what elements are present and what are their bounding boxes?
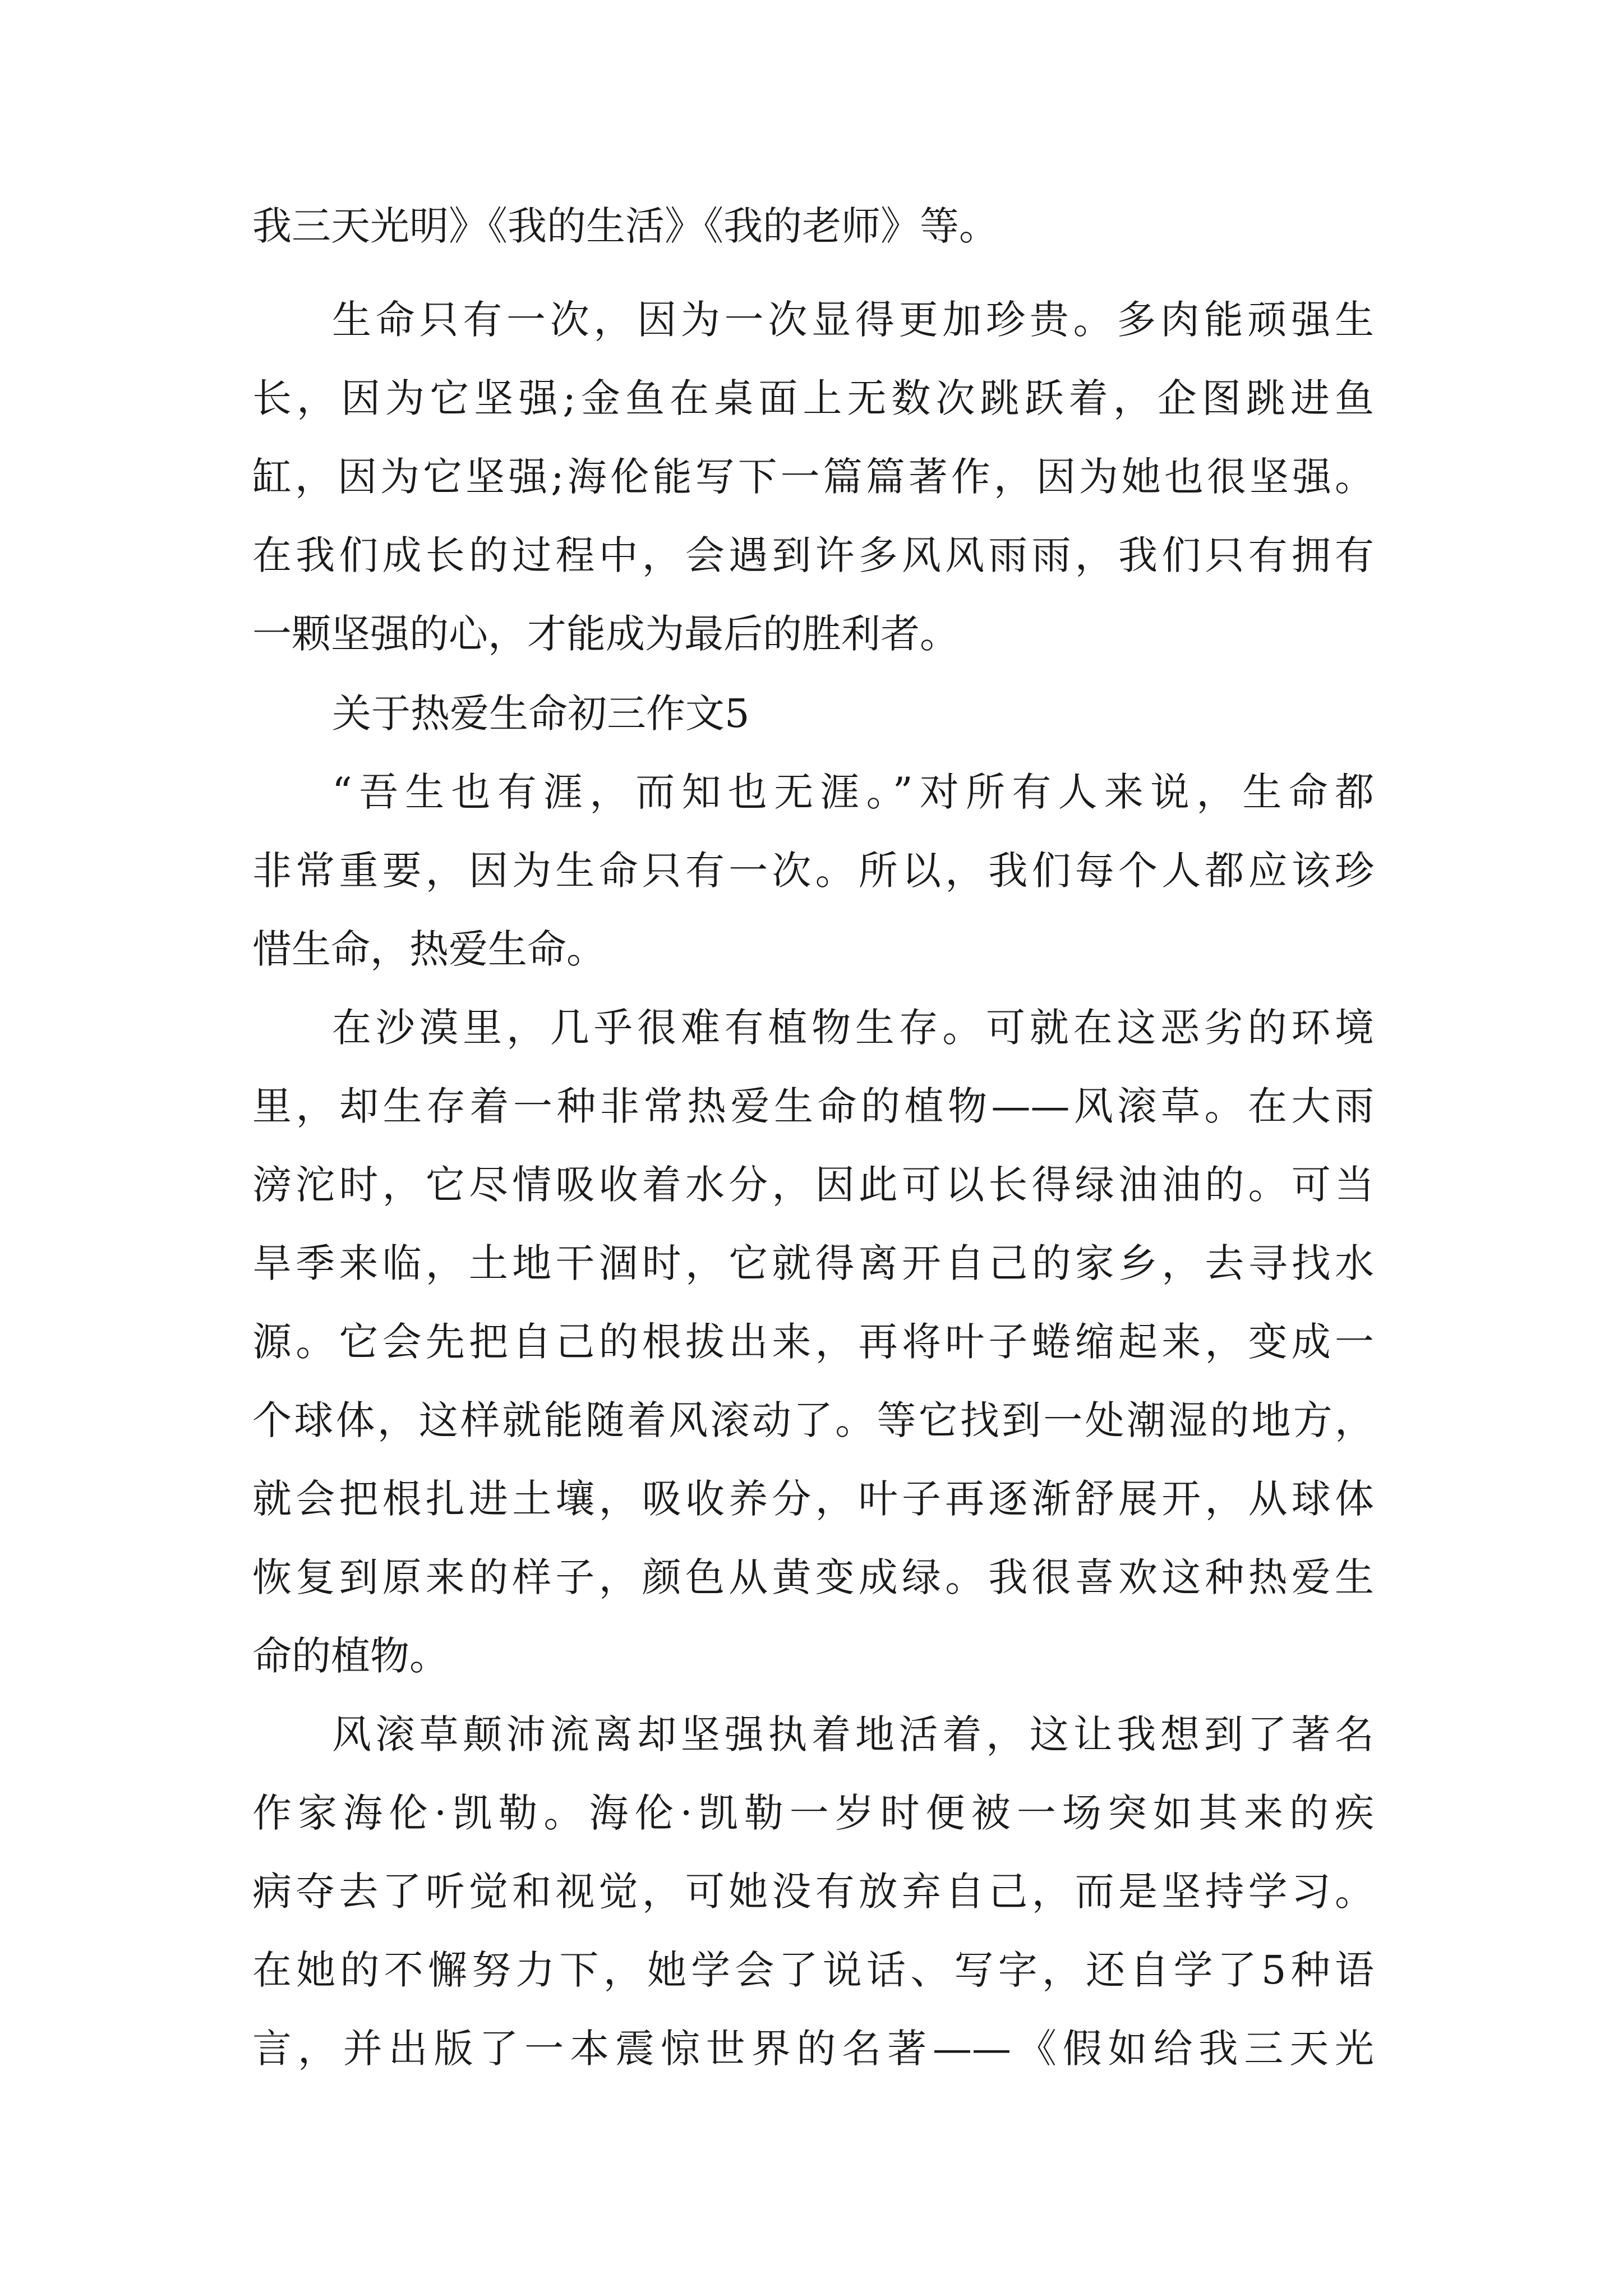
text-line: 旱季来临，土地干涸时，它就得离开自己的家乡，去寻找水 xyxy=(252,1240,1374,1286)
text-line: 生命只有一次，因为一次显得更加珍贵。多肉能顽强生 xyxy=(332,297,1374,343)
text-line: 滂沱时，它尽情吸收着水分，因此可以长得绿油油的。可当 xyxy=(252,1162,1374,1208)
text-line: 源。它会先把自己的根拔出来，再将叶子蜷缩起来，变成一 xyxy=(252,1319,1374,1365)
text-line: 在我们成长的过程中，会遇到许多风风雨雨，我们只有拥有 xyxy=(252,532,1374,578)
text-line: 就会把根扎进土壤，吸收养分，叶子再逐渐舒展开，从球体 xyxy=(252,1476,1374,1522)
section-heading: 关于热爱生命初三作文5 xyxy=(332,691,750,737)
text-line: 一颗坚强的心，才能成为最后的胜利者。 xyxy=(252,611,959,657)
text-line: 惜生命，热爱生命。 xyxy=(252,926,606,972)
text-line: 言，并出版了一本震惊世界的名著——《假如给我三天光 xyxy=(252,2026,1374,2072)
text-line: 我三天光明》《我的生活》《我的老师》等。 xyxy=(252,203,998,249)
text-line: 非常重要，因为生命只有一次。所以，我们每个人都应该珍 xyxy=(252,848,1374,894)
text-line: 风滚草颠沛流离却坚强执着地活着，这让我想到了著名 xyxy=(332,1711,1374,1757)
text-line: “吾生也有涯，而知也无涯。”对所有人来说，生命都 xyxy=(332,769,1374,815)
text-line: 缸，因为它坚强;海伦能写下一篇篇著作，因为她也很坚强。 xyxy=(252,454,1374,500)
text-line: 长，因为它坚强;金鱼在桌面上无数次跳跃着，企图跳进鱼 xyxy=(252,375,1374,421)
text-line: 在沙漠里，几乎很难有植物生存。可就在这恶劣的环境 xyxy=(332,1005,1374,1051)
text-line: 个球体，这样就能随着风滚动了。等它找到一处潮湿的地方， xyxy=(252,1397,1374,1443)
text-line: 里，却生存着一种非常热爱生命的植物——风滚草。在大雨 xyxy=(252,1083,1374,1129)
text-line: 作家海伦·凯勒。海伦·凯勒一岁时便被一场突如其来的疾 xyxy=(252,1790,1374,1836)
text-line: 命的植物。 xyxy=(252,1633,449,1679)
text-line: 病夺去了听觉和视觉，可她没有放弃自己，而是坚持学习。 xyxy=(252,1869,1374,1915)
text-line: 在她的不懈努力下，她学会了说话、写字，还自学了5种语 xyxy=(252,1947,1374,1993)
text-line: 恢复到原来的样子，颜色从黄变成绿。我很喜欢这种热爱生 xyxy=(252,1554,1374,1600)
